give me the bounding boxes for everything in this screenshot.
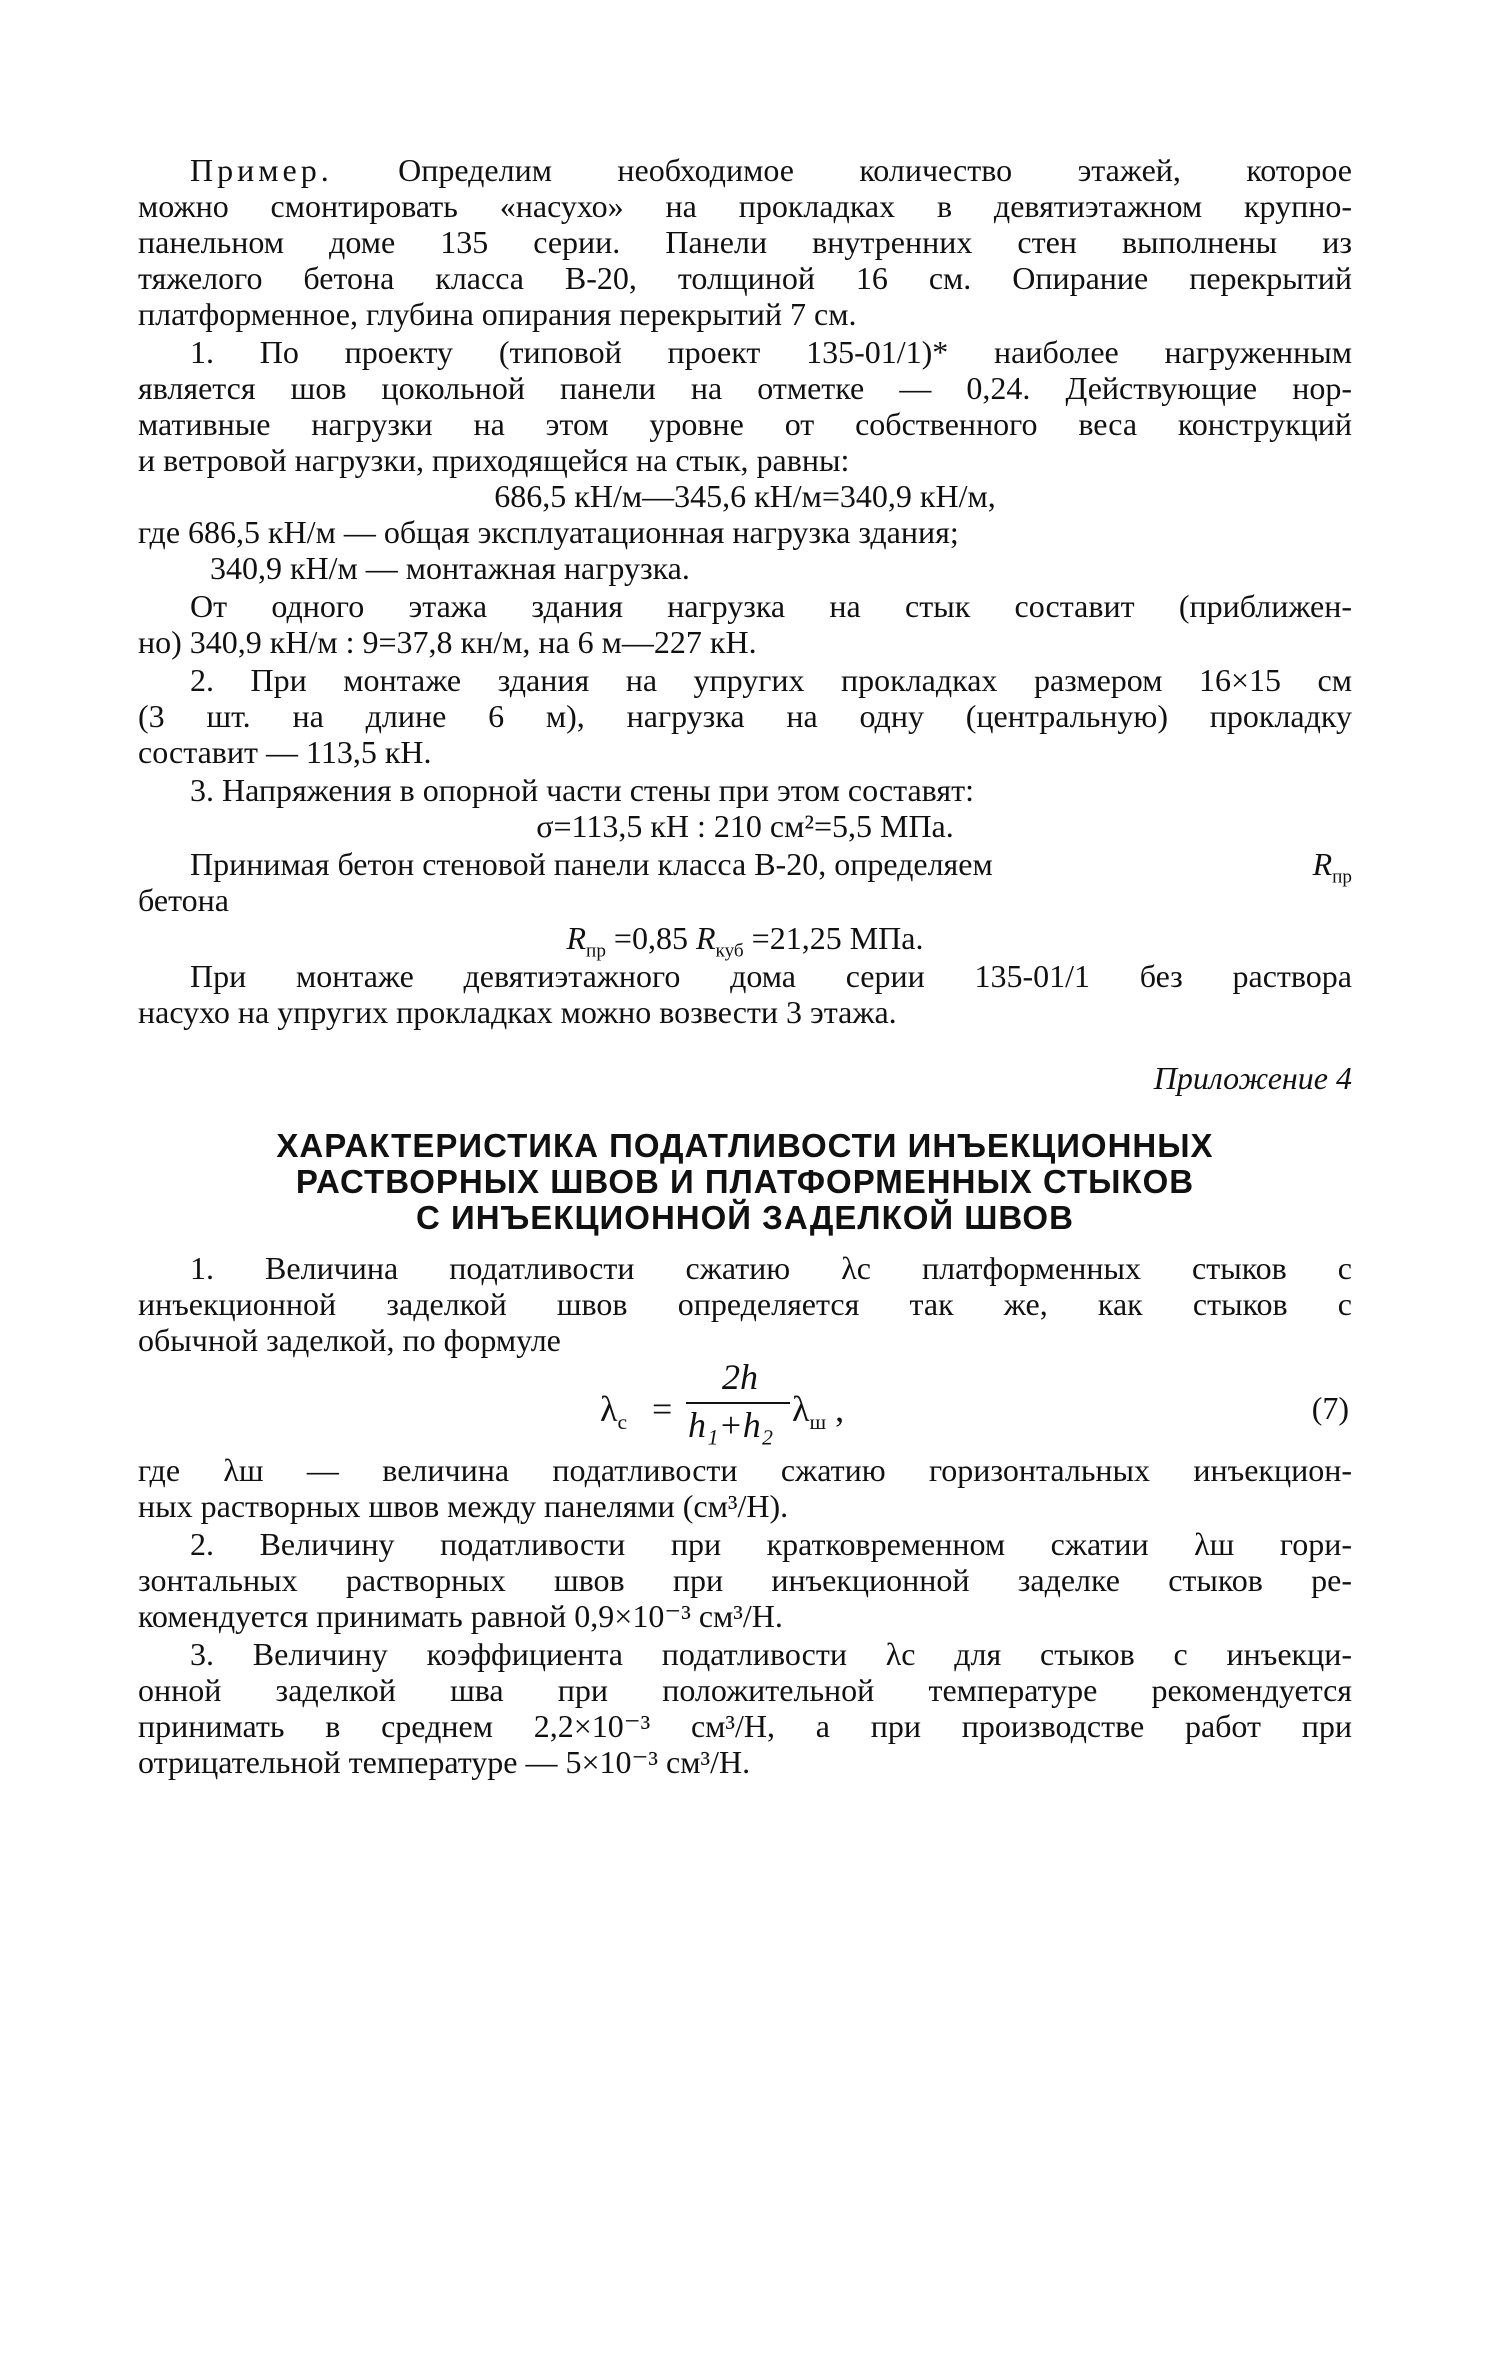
p1-where-line-2: ных растворных швов между панелями (см³/Н).	[138, 1488, 789, 1524]
appendix-label: Приложение 4	[1153, 1060, 1352, 1096]
equals-sign: =	[652, 1389, 673, 1429]
equation-r: $R_{пр} =0,85$ $R_{куб} =21,25$ МПа.	[566, 920, 924, 962]
floor-load-line-2: но) 340,9 кН/м : 9=37,8 кн/м, на 6 м—227 кН.	[138, 624, 757, 660]
example-line-2: можно смонтировать «насухо» на прокладках в девятиэтажном крупно-	[138, 188, 1352, 224]
example-line-5: платформенное, глубина опирания перекрытий 7 см.	[138, 296, 857, 332]
p2-line-2: зонтальных растворных швов при инъекционной заделке стыков ре-	[138, 1562, 1352, 1598]
example-lead: Пример.	[190, 152, 333, 188]
conclusion-line-1: При монтаже девятиэтажного дома серии 135-01/1 без раствора	[190, 958, 1352, 994]
heading-line-3: С ИНЪЕКЦИОННОЙ ЗАДЕЛКОЙ ШВОВ	[416, 1199, 1074, 1236]
equation-number: (7)	[1311, 1390, 1349, 1426]
fraction-numerator: 2h	[722, 1357, 758, 1397]
p1-where-line-1: где λш — величина податливости сжатию горизонтальных инъекцион-	[138, 1452, 1352, 1488]
item2-line-2: (3 шт. на длине 6 м), нагрузка на одну (центральную) прокладку	[138, 698, 1352, 734]
p1-line-2: инъекционной заделкой швов определяется так же, как стыков с	[138, 1286, 1352, 1322]
r-pr-symbol: $R_{пр}$	[1312, 846, 1352, 888]
p3-line-4: отрицательной температуре — 5×10⁻³ см³/Н.	[138, 1744, 751, 1780]
p2-line-3: комендуется принимать равной 0,9×10⁻³ см³/Н.	[138, 1598, 783, 1634]
heading-line-1: ХАРАКТЕРИСТИКА ПОДАТЛИВОСТИ ИНЪЕКЦИОННЫХ	[276, 1127, 1214, 1164]
item3-line: 3. Напряжения в опорной части стены при этом составят:	[190, 772, 974, 808]
lambda-c: $\lambda_с$	[600, 1389, 628, 1435]
p3-line-2: онной заделкой шва при положительной температуре рекомендуется	[138, 1672, 1352, 1708]
item2-line-3: составит — 113,5 кН.	[138, 734, 432, 770]
p2-line-1: 2. Величину податливости при кратковременном сжатии λш гори-	[190, 1526, 1352, 1562]
p3-line-3: принимать в среднем 2,2×10⁻³ см³/Н, а при производстве работ при	[138, 1708, 1352, 1744]
p1-line-3: обычной заделкой, по формуле	[138, 1322, 561, 1358]
heading-line-2: РАСТВОРНЫХ ШВОВ И ПЛАТФОРМЕННЫХ СТЫКОВ	[295, 1163, 1195, 1200]
floor-load-line-1: От одного этажа здания нагрузка на стык составит (приближен-	[190, 588, 1352, 624]
where-line-1: где 686,5 кН/м — общая эксплуатационная нагрузка здания;	[138, 514, 959, 550]
item2-line-1: 2. При монтаже здания на упругих прокладках размером 16×15 см	[190, 662, 1352, 698]
equation-load: 686,5 кН/м—345,6 кН/м=340,9 кН/м,	[494, 478, 996, 514]
p1-line-1: 1. Величина податливости сжатию λc платформенных стыков с	[190, 1250, 1352, 1286]
example-line-4: тяжелого бетона класса В-20, толщиной 16 см. Опирание перекрытий	[138, 260, 1352, 296]
p3-line-1: 3. Величину коэффициента податливости λc для стыков с инъекци-	[190, 1636, 1352, 1672]
example-line-1: Пример. Определим необходимое количество этажей, которое	[190, 152, 1352, 188]
conclusion-line-2: насухо на упругих прокладках можно возвести 3 этажа.	[138, 994, 897, 1030]
accepting-line-1: Принимая бетон стеновой панели класса В-20, определяем $R_{пр}$	[190, 846, 1352, 888]
fraction-denominator: h₁+h₂	[688, 1405, 774, 1445]
lambda-sh: $\lambda_ш$ ,	[792, 1389, 845, 1435]
accepting-line-2: бетона	[138, 882, 229, 918]
equation-sigma: σ=113,5 кН : 210 см²=5,5 МПа.	[536, 808, 954, 844]
where-line-2: 340,9 кН/м — монтажная нагрузка.	[210, 550, 690, 586]
item1-line-3: мативные нагрузки на этом уровне от собственного веса конструкций	[138, 406, 1352, 442]
item1-line-1: 1. По проекту (типовой проект 135-01/1)* наиболее нагруженным	[190, 334, 1352, 370]
item1-line-2: является шов цокольной панели на отметке — 0,24. Действующие нор-	[138, 370, 1352, 406]
item1-line-4: и ветровой нагрузки, приходящейся на стык, равны:	[138, 442, 850, 478]
example-line-3: панельном доме 135 серии. Панели внутренних стен выполнены из	[138, 224, 1352, 260]
